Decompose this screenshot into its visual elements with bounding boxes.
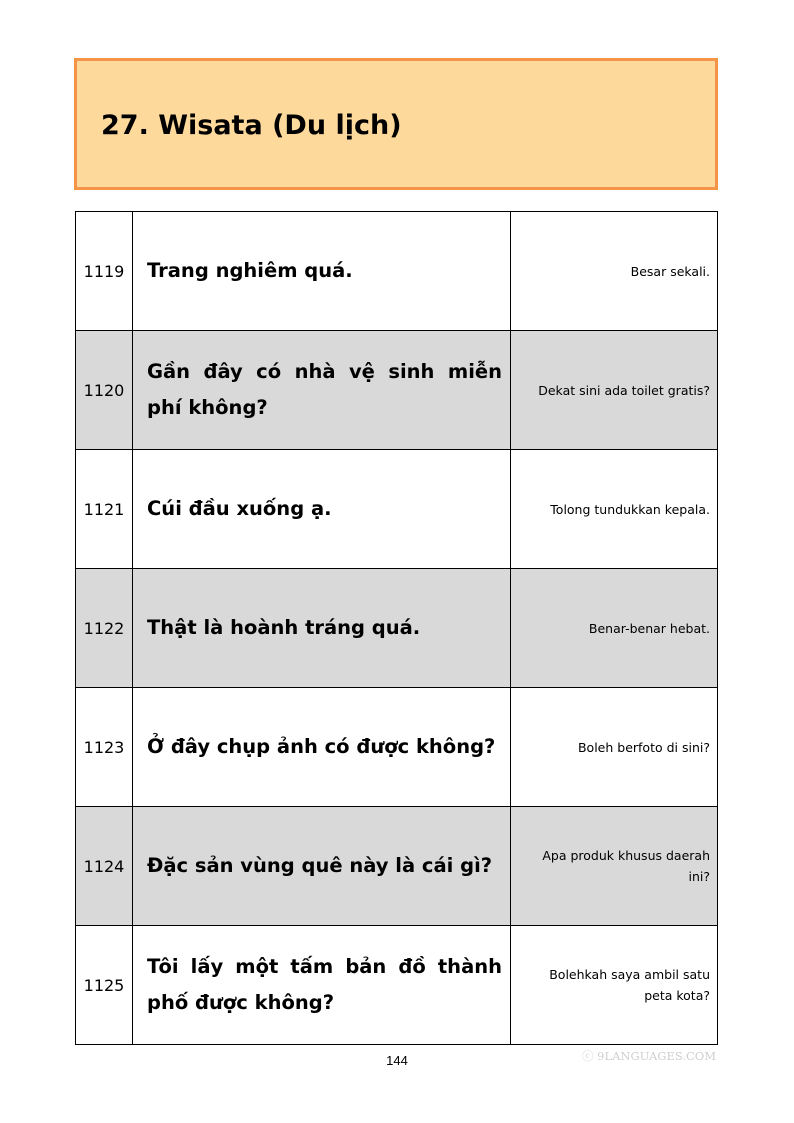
vietnamese-phrase: Thật là hoành tráng quá. (133, 569, 511, 687)
table-row (76, 807, 717, 926)
phrase-number: 1120 (76, 331, 133, 449)
phrase-number: 1119 (76, 212, 133, 330)
phrase-number: 1125 (76, 926, 133, 1044)
indonesian-translation: Dekat sini ada toilet gratis? (538, 382, 710, 398)
phrase-table (75, 211, 718, 1045)
indonesian-translation: Apa produk khusus daerah ini? (542, 848, 710, 884)
phrase-number: 1122 (76, 569, 133, 687)
phrase-number: 1121 (76, 450, 133, 568)
phrase-number: 1123 (76, 688, 133, 806)
indonesian-translation: Benar-benar hebat. (588, 620, 710, 636)
table-row (76, 688, 717, 807)
vietnamese-phrase: Đặc sản vùng quê này là cái gì? (133, 807, 511, 925)
indonesian-translation: Tolong tundukkan kepala. (550, 501, 710, 517)
phrase-number: 1124 (76, 807, 133, 925)
chapter-title: 27. Wisata (Du lịch) (101, 110, 402, 141)
page-number: 144 (386, 1053, 408, 1068)
table-row (76, 331, 717, 450)
table-row (76, 569, 717, 688)
vietnamese-phrase: Trang nghiêm quá. (133, 212, 511, 330)
indonesian-translation: Boleh berfoto di sini? (577, 739, 710, 755)
copyright-watermark: ⓒ 9LANGUAGES.COM (581, 1049, 716, 1063)
table-row (76, 926, 717, 1045)
chapter-title-box (74, 58, 718, 190)
table-row (76, 450, 717, 569)
vietnamese-phrase: Gần đây có nhà vệ sinh miễn phí không? (133, 331, 511, 449)
vietnamese-phrase: Ở đây chụp ảnh có được không? (133, 688, 511, 806)
vietnamese-phrase: Tôi lấy một tấm bản đồ thành phố được không? (133, 926, 511, 1044)
indonesian-translation: Bolehkah saya ambil satu peta kota? (549, 967, 710, 1003)
indonesian-translation: Besar sekali. (630, 263, 710, 279)
table-row (76, 212, 717, 331)
vietnamese-phrase: Cúi đầu xuống ạ. (133, 450, 511, 568)
